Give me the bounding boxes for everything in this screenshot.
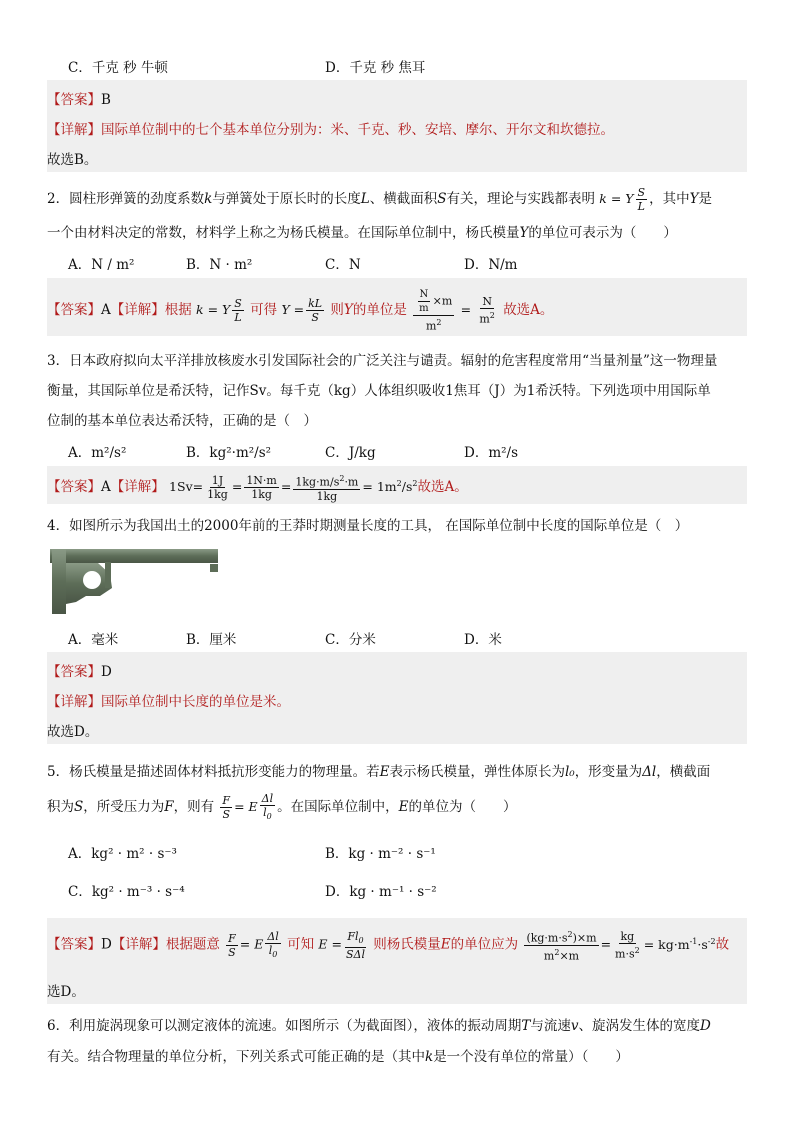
ancient-caliper-image xyxy=(50,544,220,614)
q4-conclusion: 故选D。 xyxy=(47,724,99,740)
q3-stem-line1: 3．日本政府拟向太平洋排放核废水引发国际社会的广泛关注与谴责。辐射的危害程度常用“当量剂量”这一物理量 xyxy=(47,353,718,369)
q4-option-c: C．分米 xyxy=(325,632,376,648)
q3-option-c: C．J/kg xyxy=(325,445,376,461)
q3-option-d: D．m²/s xyxy=(464,445,519,461)
q5-option-b: B．kg · m⁻² · s⁻¹ xyxy=(325,846,436,862)
q5-option-a: A．kg² · m² · s⁻³ xyxy=(68,846,177,862)
q1-option-c: C．千克 秒 牛顿 xyxy=(68,60,168,76)
q3-option-b: B．kg²·m²/s² xyxy=(186,445,272,461)
q1-answer-line xyxy=(47,88,111,108)
q5-option-d: D．kg · m⁻¹ · s⁻² xyxy=(325,884,437,900)
q5-stem-line2: 积为S，所受压力为F，则有 $\frac{F}{S}$ = E $\frac{\Delta l}{l_0}$ 。在国际单位制中，E的单位为（ ） xyxy=(47,792,517,822)
q3-stem-line2: 衡量，其国际单位是希沃特，记作Sv。每千克（kg）人体组织吸收1焦耳（J）为1希沃特。下列选项中用国际单 xyxy=(47,383,711,399)
q3-option-a: A．m²/s² xyxy=(68,445,127,461)
q1-detail-line xyxy=(47,118,614,138)
q2-option-b: B．N · m² xyxy=(186,257,253,273)
q2-option-c: C．N xyxy=(325,257,361,273)
q3-stem-line3: 位制的基本单位表达希沃特，正确的是（ ） xyxy=(47,413,317,429)
fraction-s-over-l: $\frac{S}{L}$ xyxy=(637,186,646,213)
q2-stem-line2: 一个由材料决定的常数，材料学上称之为杨氏模量。在国际单位制中，杨氏模量Y的单位可表示为（ ） xyxy=(47,225,677,241)
q4-detail-line: 【详解】国际单位制中长度的单位是米。 xyxy=(47,694,290,710)
answer-tag: 【答案】 xyxy=(47,92,101,108)
q2-option-a: A．N / m² xyxy=(68,257,135,273)
q3-answer-line: 【答案】A【详解】 1Sv= $\frac{1J}{1kg}$ = $\frac{1N\cdot m}{1kg}$ = $\frac{1kg\cdot m/s^2\cdot m}{1kg}$ = $1m^2/s^2$故选A。 xyxy=(47,473,468,503)
q2-option-d: D．N/m xyxy=(464,257,518,273)
q4-stem: 4．如图所示为我国出土的2000年前的王莽时期测量长度的工具， 在国际单位制中长度的国际单位是（ ） xyxy=(47,518,689,534)
q6-stem-line1: 6．利用旋涡现象可以测定液体的流速。如图所示（为截面图），液体的振动周期T与流速v、旋涡发生体的宽度D xyxy=(47,1018,711,1034)
q4-option-d: D．米 xyxy=(464,632,502,648)
answer-value: B xyxy=(101,92,111,108)
detail-text: 国际单位制中的七个基本单位分别为：米、千克、秒、安培、摩尔、开尔文和坎德拉。 xyxy=(101,122,614,138)
q6-stem-line2: 有关。结合物理量的单位分析，下列关系式可能正确的是（其中k是一个没有单位的常量）（ ） xyxy=(47,1049,629,1065)
q1-conclusion: 故选B。 xyxy=(47,152,98,168)
q5-stem-line1: 5．杨氏模量是描述固体材料抵抗形变能力的物理量。若E表示杨氏模量，弹性体原长为l₀，形变量为Δl，横截面 xyxy=(47,764,711,780)
formula-k-eq: k = Y xyxy=(599,191,634,206)
q5-conclusion: 选D。 xyxy=(47,984,85,1000)
detail-tag: 【详解】 xyxy=(47,122,101,138)
q5-answer-line: 【答案】D【详解】根据题意 $\frac{F}{S}$ = E $\frac{\Delta l}{l_0}$ 可知 E = $\frac{Fl_0}{\text{SΔl}}$ 则杨氏模量E的单位应为 $\frac{(kg\cdot m\cdot s^2)\times m}{m^2\times m}$ = $\frac{kg}{m\cdot s^2}$ = $kg\cdot m^{-1}\cdot s^{-2}$故 xyxy=(47,929,730,963)
q2-answer-line: 【答案】A【详解】根据 k = Y $\frac{S}{L}$ 可得 Y = $\frac{kL}{S}$ 则Y的单位是 $\frac{N}{m}$ ×m $m^2$ = $\frac{N}{m^2}$ 故选A。 xyxy=(47,289,554,333)
q5-option-c: C．kg² · m⁻³ · s⁻⁴ xyxy=(68,884,185,900)
unit-fraction-compound: $\frac{N}{m}$ ×m $m^2$ xyxy=(413,288,454,333)
q4-answer-line: 【答案】D xyxy=(47,664,112,680)
q4-option-b: B．厘米 xyxy=(186,632,237,648)
q2-stem-line1: 2．圆柱形弹簧的劲度系数k与弹簧处于原长时的长度L、横截面积S有关，理论与实践都表明 k = Y $\frac{S}{L}$ ，其中Y是 xyxy=(47,186,713,213)
q1-option-d: D．千克 秒 焦耳 xyxy=(325,60,426,76)
q4-option-a: A．毫米 xyxy=(68,632,119,648)
